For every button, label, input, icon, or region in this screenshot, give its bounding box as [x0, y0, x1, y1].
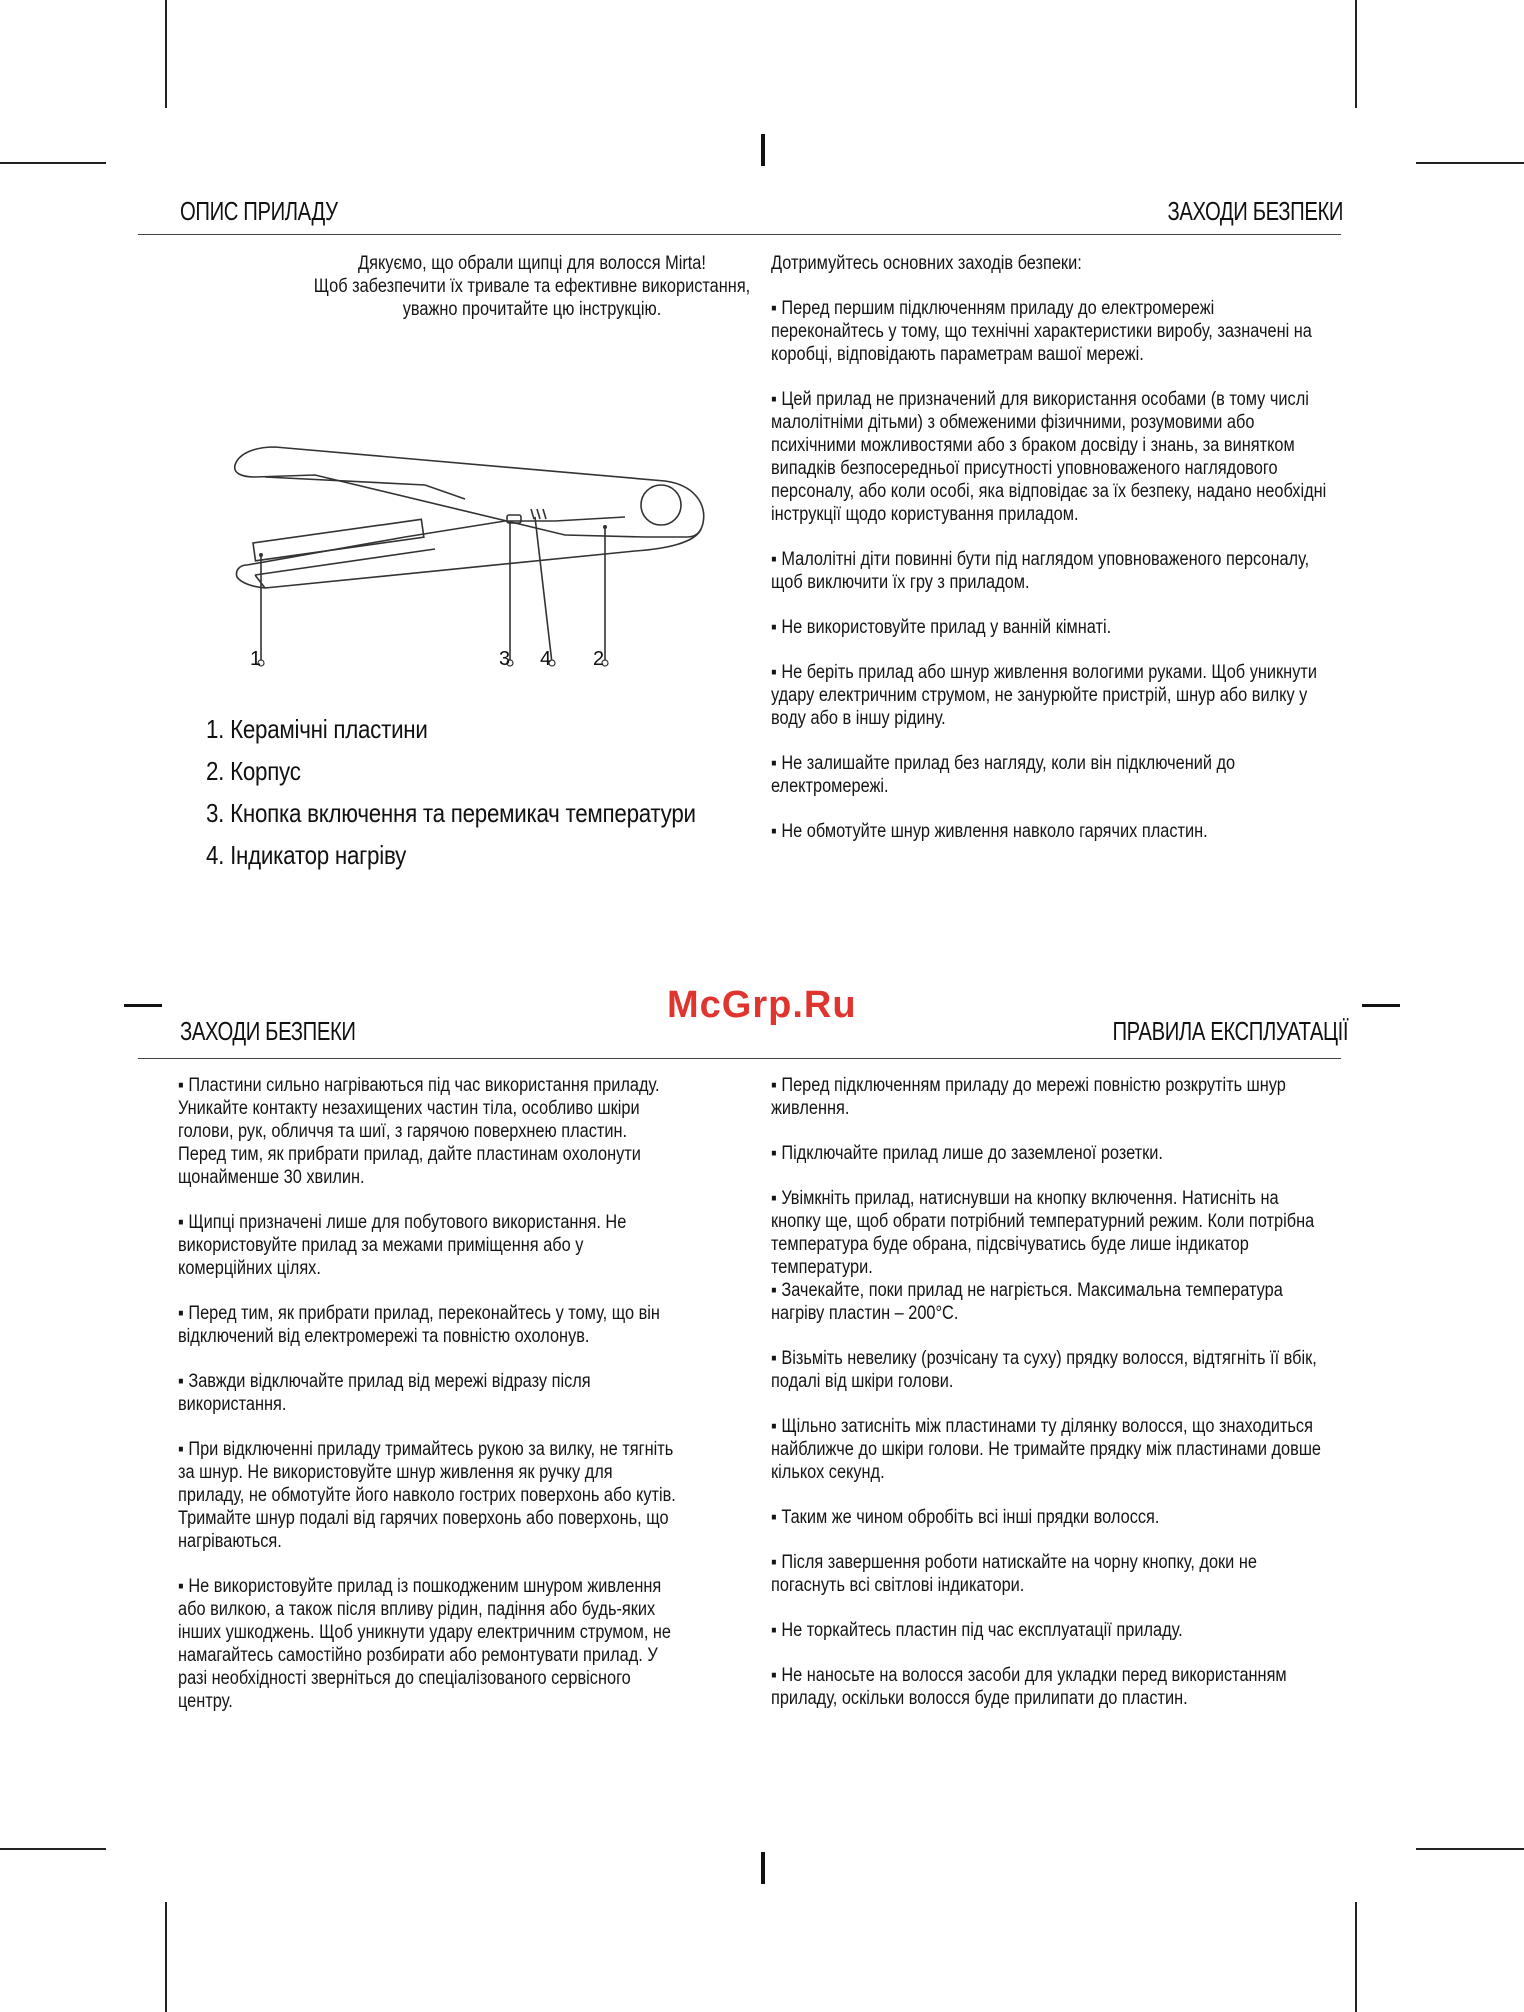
hair-straightener-illustration [225, 425, 715, 670]
safety-column-bottom [178, 1074, 677, 1735]
safety-paragraph: ▪ Не залишайте прилад без нагляду, коли він підключений до електромережі. [771, 753, 1236, 797]
safety-paragraph: ▪ Не використовуйте прилад із пошкодженим шнуром живлення або вилкою, а також після впливу рідин, падіння або будь-яких інших ушкоджень. Щоб уникнути удару електричним струмом, не намагайтесь самостійно розбирати або ремонтувати прилад. У разі необхідності зверніться до спеціалізованого сервісного центру. [178, 1576, 672, 1712]
operation-column [771, 1074, 1330, 1732]
safety-column-top [771, 252, 1330, 865]
safety-paragraph: ▪ Перед першим підключенням приладу до електромережі переконайтесь у тому, що технічні характеристики виробу, зазначені на коробці, відповідають параметрам вашої мережі. [771, 298, 1312, 365]
intro-line: Щоб забезпечити їх тривале та ефективне використання, [313, 276, 751, 297]
fold-mark [761, 1852, 765, 1884]
safety-paragraph: ▪ Щипці призначені лише для побутового використання. Не використовуйте прилад за межами приміщення або у комерційних цілях. [178, 1212, 627, 1279]
parts-list-item: 3. Кнопка включення та перемикач температури [206, 798, 696, 828]
crop-mark [1355, 0, 1357, 108]
crop-mark [1416, 1848, 1524, 1850]
operation-paragraph: ▪ Зачекайте, поки прилад не нагріється. Максимальна температура нагріву пластин – 200°C. [771, 1280, 1283, 1324]
header-rule [138, 1058, 1341, 1059]
operation-paragraph: ▪ Візьміть невелику (розчісану та суху) прядку волосся, відтягніть її вбік, подалі від шкіри голови. [771, 1348, 1317, 1392]
fold-mark [1362, 1004, 1400, 1007]
crop-mark [0, 162, 106, 164]
parts-list-item: 2. Корпус [206, 756, 301, 786]
fold-mark [761, 134, 765, 166]
safety-paragraph: ▪ Малолітні діти повинні бути під наглядом уповноваженого персоналу, щоб виключити їх гру з приладом. [771, 549, 1310, 593]
operation-paragraph: ▪ Не наносьте на волосся засоби для укладки перед використанням приладу, оскільки волосся буде прилипати до пластин. [771, 1665, 1287, 1709]
operation-paragraph: ▪ Перед підключенням приладу до мережі повністю розкрутіть шнур живлення. [771, 1075, 1286, 1119]
parts-list [206, 708, 775, 876]
crop-mark [165, 0, 167, 108]
intro-text [265, 252, 798, 321]
section-title-operation: ПРАВИЛА ЕКСПЛУАТАЦІЇ [1112, 1016, 1348, 1046]
section-title-safety-continued: ЗАХОДИ БЕЗПЕКИ [180, 1016, 356, 1046]
intro-line: уважно прочитайте цю інструкцію. [402, 299, 662, 320]
intro-line: Дякуємо, що обрали щипці для волосся Mirta! [358, 253, 706, 274]
header-rule [138, 234, 1341, 235]
safety-paragraph: ▪ Завжди відключайте прилад від мережі відразу після використання. [178, 1371, 591, 1415]
section-title-description: ОПИС ПРИЛАДУ [180, 196, 338, 226]
safety-paragraph: ▪ Цей прилад не призначений для використання особами (в тому числі малолітніми дітьми) з обмеженими фізичними, розумовими або психічними можливостями або з браком досвіду і знань, за винятком випадків безпосередньої присутності уповноваженого наглядового персоналу, або коли особі, яка відповідає за їх безпеку, надано необхідні інструкції щодо користування приладом. [771, 389, 1327, 525]
safety-paragraph: ▪ Не беріть прилад або шнур живлення вологими руками. Щоб уникнути удару електричним струмом, не занурюйте пристрій, шнур або вилку у воду або в іншу рідину. [771, 662, 1317, 729]
crop-mark [1416, 162, 1524, 164]
section-title-safety: ЗАХОДИ БЕЗПЕКИ [1167, 196, 1343, 226]
operation-paragraph: ▪ Щільно затисніть між пластинами ту ділянку волосся, що знаходиться найближче до шкіри голови. Не тримайте прядку між пластинами довше кількох секунд. [771, 1416, 1322, 1483]
operation-paragraph: ▪ Таким же чином обробіть всі інші прядки волосся. [771, 1507, 1160, 1528]
safety-paragraph: ▪ Перед тим, як прибрати прилад, переконайтесь у тому, що він відключений від електромережі та повністю охолонув. [178, 1303, 660, 1347]
callout-label: 4 [540, 648, 552, 670]
safety-paragraph: ▪ При відключенні приладу тримайтесь рукою за вилку, не тягніть за шнур. Не використовуйте шнур живлення як ручку для приладу, не обмотуйте його навколо гострих поверхонь або кутів. Тримайте шнур подалі від гарячих поверхонь або поверхонь, що нагріваються. [178, 1439, 676, 1552]
callout-label: 2 [593, 648, 605, 670]
crop-mark [165, 1902, 167, 2012]
callout-label: 3 [499, 648, 511, 670]
operation-paragraph: ▪ Увімкніть прилад, натиснувши на кнопку включення. Натисніть на кнопку ще, щоб обрати потрібний температурний режим. Коли потрібна температура буде обрана, підсвічуватись буде лише індикатор температури. [771, 1188, 1315, 1278]
parts-list-item: 1. Керамічні пластини [206, 714, 428, 744]
crop-mark [0, 1848, 106, 1850]
operation-paragraph: ▪ Підключайте прилад лише до заземленої розетки. [771, 1143, 1163, 1164]
crop-mark [1355, 1902, 1357, 2012]
operation-paragraph: ▪ Після завершення роботи натискайте на чорну кнопку, доки не погаснуть всі світлові індикатори. [771, 1552, 1257, 1596]
safety-paragraph: ▪ Пластини сильно нагріваються під час використання приладу. Уникайте контакту незахищених частин тіла, особливо шкіри голови, рук, обличчя та шиї, з гарячою поверхнею пластин. Перед тим, як прибрати прилад, дайте пластинам охолонути щонайменше 30 хвилин. [178, 1075, 660, 1188]
fold-mark [124, 1004, 162, 1007]
safety-paragraph: Дотримуйтесь основних заходів безпеки: [771, 253, 1082, 274]
callout-label: 1 [250, 648, 262, 670]
watermark: McGrp.Ru [667, 984, 857, 1026]
safety-paragraph: ▪ Не обмотуйте шнур живлення навколо гарячих пластин. [771, 821, 1208, 842]
operation-paragraph: ▪ Не торкайтесь пластин під час експлуатації приладу. [771, 1620, 1183, 1641]
parts-list-item: 4. Індикатор нагріву [206, 840, 407, 870]
safety-paragraph: ▪ Не використовуйте прилад у ванній кімнаті. [771, 617, 1112, 638]
